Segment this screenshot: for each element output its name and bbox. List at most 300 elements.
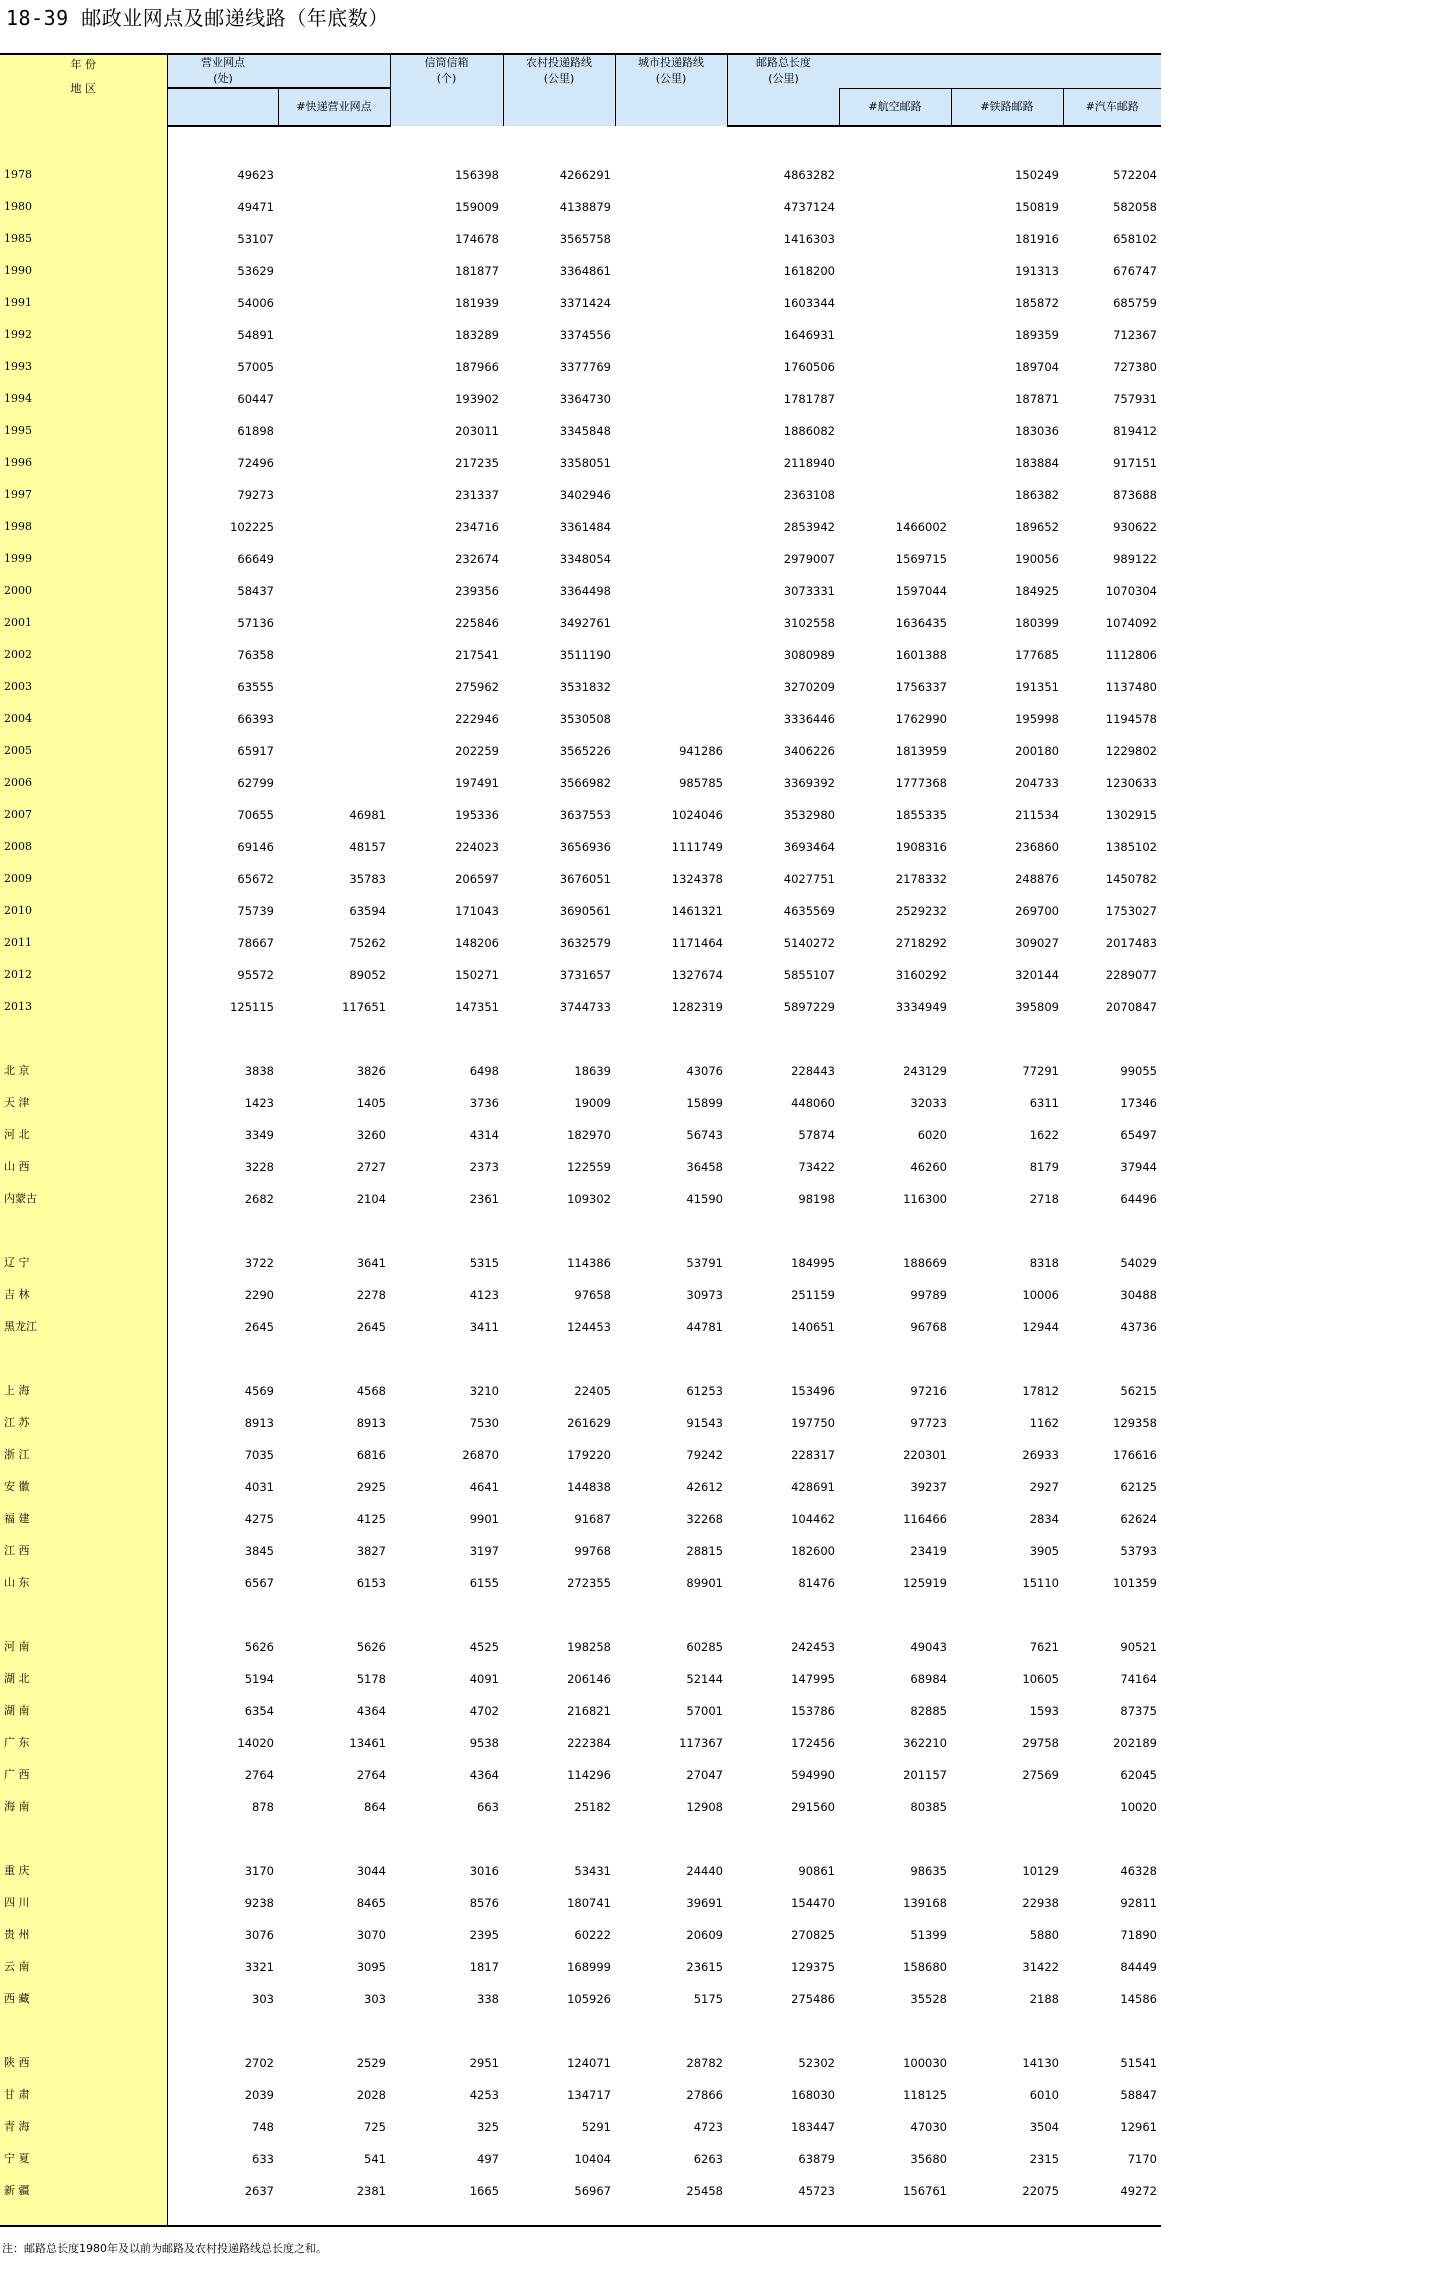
road-routes-cell: 873688 [1113,488,1157,502]
road-routes-cell: 62125 [1120,1480,1157,1494]
rural-routes-cell: 3371424 [559,296,611,310]
rural-routes-cell: 206146 [567,1672,611,1686]
mailboxes-header [390,54,503,126]
rail-routes-cell: 10006 [1022,1288,1059,1302]
outlets-cell: 125115 [230,1000,274,1014]
express-outlets-cell: 1405 [356,1096,386,1110]
total-length-cell: 228317 [791,1448,835,1462]
rural-routes-header [503,54,615,126]
row-label: 1991 [0,287,167,319]
rail-routes-cell: 1593 [1029,1704,1059,1718]
road-routes-cell: 712367 [1113,328,1157,342]
express-outlets-cell: 3827 [356,1544,386,1558]
air-routes-cell: 80385 [910,1800,947,1814]
rural-routes-cell: 3656936 [559,840,611,854]
year-row [0,191,1161,223]
outlets-cell: 53629 [237,264,274,278]
rural-routes-cell: 60222 [574,1928,611,1942]
urban-routes-unit: (公里) [655,72,687,85]
road-routes-cell: 1450782 [1105,872,1157,886]
row-label: 1980 [0,191,167,223]
express-outlets-cell [278,351,390,383]
region-row [0,1087,1161,1119]
air-routes-cell: 220301 [903,1448,947,1462]
rail-routes-header: #铁路邮路 [951,88,1063,126]
row-label: 2013 [0,991,167,1023]
mailboxes-cell: 159009 [455,200,499,214]
road-routes-cell: 1385102 [1105,840,1157,854]
total-length-cell: 1886082 [783,424,835,438]
row-label: 北 京 [0,1055,167,1087]
rural-routes-cell: 124453 [567,1320,611,1334]
rail-routes-cell: 15110 [1022,1576,1059,1590]
row-label: 四 川 [0,1887,167,1919]
road-routes-cell: 92811 [1120,1896,1157,1910]
mailboxes-cell: 1817 [469,1960,499,1974]
air-routes-cell: 6020 [917,1128,947,1142]
year-row [0,639,1161,671]
spacer-cell [167,1823,1161,1855]
mailboxes-cell: 4641 [469,1480,499,1494]
total-length-cell: 291560 [791,1800,835,1814]
road-routes-cell: 87375 [1120,1704,1157,1718]
urban-routes-cell: 41590 [686,1192,723,1206]
rural-routes-cell: 179220 [567,1448,611,1462]
rural-routes-cell: 56967 [574,2184,611,2198]
urban-routes-cell: 1111749 [671,840,723,854]
rural-routes-cell: 3402946 [559,488,611,502]
year-row [0,319,1161,351]
air-routes-cell: 362210 [903,1736,947,1750]
outlets-cell: 79273 [237,488,274,502]
total-length-cell: 448060 [791,1096,835,1110]
rural-routes-cell: 144838 [567,1480,611,1494]
mailboxes-cell: 4525 [469,1640,499,1654]
air-routes-cell [839,223,951,255]
total-length-unit: (公里) [768,72,799,85]
mailboxes-cell: 663 [477,1800,499,1814]
air-routes-cell: 97723 [910,1416,947,1430]
express-outlets-cell [278,383,390,415]
express-outlets-cell: 8465 [356,1896,386,1910]
mailboxes-cell: 202259 [455,744,499,758]
rail-routes-cell: 2927 [1029,1480,1059,1494]
total-length-cell: 183447 [791,2120,835,2134]
outlets-cell: 63555 [237,680,274,694]
urban-routes-cell: 1282319 [671,1000,723,1014]
urban-routes-cell: 28815 [686,1544,723,1558]
urban-routes-cell [615,255,727,287]
outlets-cell: 3228 [244,1160,274,1174]
rail-routes-cell: 248876 [1015,872,1059,886]
road-routes-cell: 43736 [1120,1320,1157,1334]
year-row [0,671,1161,703]
row-label: 2003 [0,671,167,703]
express-outlets-cell [278,735,390,767]
air-routes-cell: 100030 [903,2056,947,2070]
urban-routes-cell: 30973 [686,1288,723,1302]
total-length-cell: 5855107 [783,968,835,982]
region-row [0,1631,1161,1663]
road-routes-cell: 1112806 [1105,648,1157,662]
express-outlets-cell [278,319,390,351]
total-length-cell: 3080989 [783,648,835,662]
row-label: 河 北 [0,1119,167,1151]
urban-routes-cell: 12908 [686,1800,723,1814]
row-label: 2007 [0,799,167,831]
road-routes-cell: 56215 [1120,1384,1157,1398]
urban-routes-cell: 44781 [686,1320,723,1334]
mailboxes-cell: 1665 [469,2184,499,2198]
road-routes-cell: 71890 [1120,1928,1157,1942]
air-routes-cell: 139168 [903,1896,947,1910]
express-outlets-cell: 864 [364,1800,386,1814]
urban-routes-cell: 57001 [686,1704,723,1718]
row-label: 1996 [0,447,167,479]
row-label: 陕 西 [0,2047,167,2079]
rural-routes-cell: 3364730 [559,392,611,406]
urban-routes-cell: 24440 [686,1864,723,1878]
road-routes-cell: 62045 [1120,1768,1157,1782]
row-label: 1978 [0,159,167,191]
spacer-row [0,2015,1161,2047]
total-length-cell: 197750 [791,1416,835,1430]
region-header-label: 地 区 [70,82,96,95]
urban-routes-cell [615,447,727,479]
road-routes-cell: 7170 [1127,2152,1157,2166]
rail-routes-cell: 31422 [1022,1960,1059,1974]
region-row [0,1855,1161,1887]
spacer-label-cell [0,1343,167,1375]
road-routes-cell: 64496 [1120,1192,1157,1206]
rail-routes-cell [951,1791,1063,1823]
total-length-cell: 63879 [798,2152,835,2166]
express-outlets-cell: 48157 [349,840,386,854]
urban-routes-cell: 985785 [679,776,723,790]
express-outlets-cell: 4125 [356,1512,386,1526]
spacer-cell [167,126,1161,159]
spacer-label-cell [0,1823,167,1855]
row-label: 1985 [0,223,167,255]
spacer-row [0,1823,1161,1855]
year-row [0,927,1161,959]
road-routes-cell: 1229802 [1105,744,1157,758]
urban-routes-cell: 52144 [686,1672,723,1686]
urban-routes-cell: 27047 [686,1768,723,1782]
urban-routes-cell: 15899 [686,1096,723,1110]
road-routes-cell: 572204 [1113,168,1157,182]
express-outlets-cell [278,767,390,799]
total-length-cell: 1416303 [783,232,835,246]
rural-routes-cell: 3744733 [559,1000,611,1014]
outlets-header [167,54,390,88]
air-routes-cell: 82885 [910,1704,947,1718]
mailboxes-cell: 3197 [469,1544,499,1558]
road-routes-cell: 14586 [1120,1992,1157,2006]
express-outlets-cell: 63594 [349,904,386,918]
outlets-cell: 14020 [237,1736,274,1750]
urban-routes-cell: 23615 [686,1960,723,1974]
road-routes-cell: 582058 [1113,200,1157,214]
mailboxes-cell: 234716 [455,520,499,534]
outlets-cell: 303 [252,1992,274,2006]
air-routes-cell [839,191,951,223]
road-routes-cell: 1194578 [1105,712,1157,726]
mailboxes-cell: 232674 [455,552,499,566]
total-length-cell: 57874 [798,1128,835,1142]
row-label: 2010 [0,895,167,927]
express-outlets-cell [278,703,390,735]
road-routes-cell: 10020 [1120,1800,1157,1814]
road-routes-header: #汽车邮路 [1063,88,1161,126]
air-routes-header: #航空邮路 [839,88,951,126]
row-label: 1995 [0,415,167,447]
row-label: 2006 [0,767,167,799]
mailboxes-cell: 217541 [455,648,499,662]
air-routes-cell: 49043 [910,1640,947,1654]
row-label: 浙 江 [0,1439,167,1471]
rail-routes-cell: 150819 [1015,200,1059,214]
rural-routes-cell: 4138879 [559,200,611,214]
express-outlets-cell: 13461 [349,1736,386,1750]
express-outlets-cell: 8913 [356,1416,386,1430]
rural-routes-cell: 18639 [574,1064,611,1078]
urban-routes-cell: 28782 [686,2056,723,2070]
year-row [0,447,1161,479]
outlets-cell: 6567 [244,1576,274,1590]
air-routes-cell: 1855335 [895,808,947,822]
mailboxes-cell: 26870 [462,1448,499,1462]
outlets-cell: 72496 [237,456,274,470]
air-routes-cell: 158680 [903,1960,947,1974]
express-outlets-cell [278,447,390,479]
outlets-cell: 3321 [244,1960,274,1974]
year-row [0,959,1161,991]
total-length-cell: 184995 [791,1256,835,1270]
outlets-cell: 54891 [237,328,274,342]
rail-routes-cell: 12944 [1022,1320,1059,1334]
outlets-cell: 8913 [244,1416,274,1430]
urban-routes-cell [615,383,727,415]
air-routes-cell [839,159,951,191]
total-length-cell: 5140272 [783,936,835,950]
rural-routes-cell: 222384 [567,1736,611,1750]
express-outlets-cell: 75262 [349,936,386,950]
rural-routes-cell: 105926 [567,1992,611,2006]
region-row [0,1279,1161,1311]
outlets-cell: 5626 [244,1640,274,1654]
express-outlets-cell: 2104 [356,1192,386,1206]
total-length-cell: 4863282 [783,168,835,182]
region-row [0,1247,1161,1279]
road-routes-cell: 176616 [1113,1448,1157,1462]
road-routes-cell: 51541 [1120,2056,1157,2070]
mailboxes-cell: 3016 [469,1864,499,1878]
outlets-cell: 3170 [244,1864,274,1878]
air-routes-cell [839,255,951,287]
total-length-cell: 81476 [798,1576,835,1590]
rail-routes-cell: 189704 [1015,360,1059,374]
express-outlets-cell: 2381 [356,2184,386,2198]
year-row [0,831,1161,863]
road-routes-cell: 202189 [1113,1736,1157,1750]
rural-routes-cell: 3690561 [559,904,611,918]
total-length-cell: 228443 [791,1064,835,1078]
express-outlets-cell: 3260 [356,1128,386,1142]
total-length-cell: 242453 [791,1640,835,1654]
urban-routes-cell [615,479,727,511]
rail-routes-cell: 190056 [1015,552,1059,566]
outlets-cell: 2682 [244,1192,274,1206]
rural-routes-cell: 3364861 [559,264,611,278]
rail-routes-cell: 189359 [1015,328,1059,342]
outlets-cell: 3349 [244,1128,274,1142]
row-label: 1993 [0,351,167,383]
row-label: 1990 [0,255,167,287]
row-label: 2012 [0,959,167,991]
rail-routes-cell: 2315 [1029,2152,1059,2166]
outlets-cell: 5194 [244,1672,274,1686]
urban-routes-cell: 43076 [686,1064,723,1078]
air-routes-cell: 39237 [910,1480,947,1494]
urban-routes-cell: 61253 [686,1384,723,1398]
outlets-unit: (处) [213,72,233,85]
mailboxes-cell: 147351 [455,1000,499,1014]
express-outlets-cell [278,223,390,255]
year-row [0,575,1161,607]
express-outlets-cell: 3641 [356,1256,386,1270]
total-length-cell: 3532980 [783,808,835,822]
rural-routes-cell: 22405 [574,1384,611,1398]
road-routes-cell: 74164 [1120,1672,1157,1686]
urban-routes-cell [615,607,727,639]
rural-routes-unit: (公里) [543,72,575,85]
urban-routes-cell: 27866 [686,2088,723,2102]
total-length-cell: 428691 [791,1480,835,1494]
total-length-cell: 153786 [791,1704,835,1718]
rural-routes-cell: 3361484 [559,520,611,534]
urban-routes-cell [615,319,727,351]
air-routes-cell [839,351,951,383]
outlets-cell: 61898 [237,424,274,438]
region-row [0,1951,1161,1983]
rail-routes-cell: 184925 [1015,584,1059,598]
row-label: 2004 [0,703,167,735]
outlets-cell: 102225 [230,520,274,534]
rural-routes-cell: 134717 [567,2088,611,2102]
mailboxes-cell: 4702 [469,1704,499,1718]
spacer-row [0,1215,1161,1247]
road-routes-cell: 1070304 [1105,584,1157,598]
outlets-cell: 4275 [244,1512,274,1526]
total-length-cell: 1618200 [783,264,835,278]
region-row [0,2143,1161,2175]
rail-routes-cell: 17812 [1022,1384,1059,1398]
air-routes-cell: 116466 [903,1512,947,1526]
road-routes-cell: 58847 [1120,2088,1157,2102]
road-routes-cell: 930622 [1113,520,1157,534]
total-length-cell: 129375 [791,1960,835,1974]
air-routes-cell: 35680 [910,2152,947,2166]
express-outlets-cell: 3095 [356,1960,386,1974]
year-region-header [0,54,167,126]
rural-routes-cell: 3637553 [559,808,611,822]
express-outlets-cell [278,479,390,511]
urban-routes-cell: 25458 [686,2184,723,2198]
rail-routes-cell: 195998 [1015,712,1059,726]
total-length-header [727,54,1161,88]
rail-routes-cell: 200180 [1015,744,1059,758]
row-label: 重 庆 [0,1855,167,1887]
total-length-cell: 594990 [791,1768,835,1782]
rail-routes-cell: 10605 [1022,1672,1059,1686]
express-outlets-cell: 2645 [356,1320,386,1334]
total-length-cell: 4027751 [783,872,835,886]
urban-routes-cell: 4723 [693,2120,723,2134]
row-label: 2005 [0,735,167,767]
year-row [0,991,1161,1023]
rail-routes-cell: 8318 [1029,1256,1059,1270]
mailboxes-cell: 195336 [455,808,499,822]
rural-routes-cell: 3358051 [559,456,611,470]
rail-routes-cell: 6010 [1029,2088,1059,2102]
rail-routes-cell: 2834 [1029,1512,1059,1526]
rail-routes-cell: 183884 [1015,456,1059,470]
urban-routes-cell: 1171464 [671,936,723,950]
total-length-cell: 3336446 [783,712,835,726]
spacer-row [0,126,1161,159]
row-label: 1994 [0,383,167,415]
mailboxes-cell: 187966 [455,360,499,374]
mailboxes-cell: 5315 [469,1256,499,1270]
express-outlets-cell: 89052 [349,968,386,982]
road-routes-cell: 30488 [1120,1288,1157,1302]
region-row [0,1535,1161,1567]
outlets-cell: 2702 [244,2056,274,2070]
air-routes-cell: 96768 [910,1320,947,1334]
road-routes-cell: 46328 [1120,1864,1157,1878]
express-outlets-cell: 2727 [356,1160,386,1174]
region-row [0,1439,1161,1471]
rural-routes-cell: 114296 [567,1768,611,1782]
rural-routes-cell: 3531832 [559,680,611,694]
mailboxes-cell: 2373 [469,1160,499,1174]
spacer-row [0,1023,1161,1055]
rail-routes-cell: 1622 [1029,1128,1059,1142]
air-routes-cell: 2718292 [895,936,947,950]
mailboxes-cell: 7530 [469,1416,499,1430]
mailboxes-cell: 197491 [455,776,499,790]
rail-routes-cell: 3905 [1029,1544,1059,1558]
outlets-cell: 2290 [244,1288,274,1302]
rail-routes-cell: 14130 [1022,2056,1059,2070]
rural-routes-cell: 3364498 [559,584,611,598]
total-length-cell: 251159 [791,1288,835,1302]
road-routes-cell: 12961 [1120,2120,1157,2134]
row-label: 2009 [0,863,167,895]
air-routes-cell: 51399 [910,1928,947,1942]
road-routes-cell: 2017483 [1105,936,1157,950]
row-label: 辽 宁 [0,1247,167,1279]
total-length-cell: 1760506 [783,360,835,374]
air-routes-cell [839,415,951,447]
road-routes-cell: 757931 [1113,392,1157,406]
air-routes-cell: 243129 [903,1064,947,1078]
row-label: 西 藏 [0,1983,167,2015]
region-row [0,2079,1161,2111]
rural-routes-cell: 5291 [581,2120,611,2134]
mailboxes-cell: 4314 [469,1128,499,1142]
